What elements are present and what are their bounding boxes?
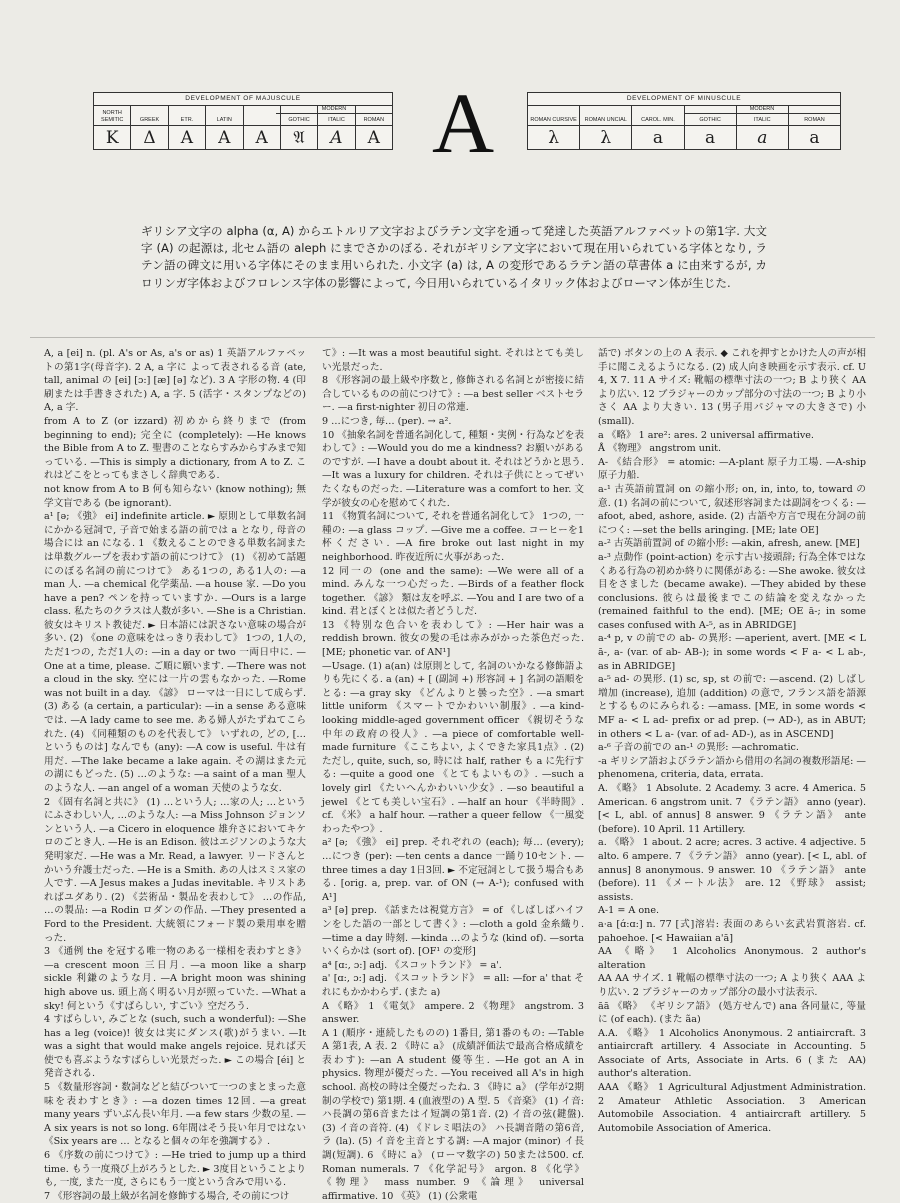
- entry-paragraph: not know from A to B 何も知らない (know nothing); 無学文盲である (be ignorant).: [44, 483, 306, 509]
- entry-paragraph: 3 《通例 the を冠する唯一物のある一様相を表わすとき》 —a crescent moon 三日月. —a moon like a sharp sickle 利鎌のような月. —A bright moon was shining high above us. 頭上高く明るい月が照っていた. —What a sky! 何という《すばらしい, すごい》空だろう.: [44, 946, 306, 1012]
- entry-paragraph: a-⁶ 子音の前での an-¹ の異形: —achromatic.: [598, 742, 799, 754]
- majuscule-table-title: DEVELOPMENT OF MAJUSCULE: [94, 93, 392, 106]
- majuscule-development-table: [93, 92, 393, 150]
- entry-paragraph: A-1 = A one.: [598, 905, 660, 917]
- entry-paragraph: a' [ɑ:, ɔ:] adj. 《スコットランド》 = all: —for a' that それにもかかわらず. (また a): [322, 973, 584, 998]
- majuscule-col-italic: ITALIC A: [318, 106, 355, 149]
- entry-column-3: [598, 347, 866, 1192]
- section-letter: A: [431, 75, 495, 171]
- entry-paragraph: a-¹ 古英語前置詞 on の縮小形; on, in, into, to, toward の意. (1) 名詞の前について, 叙述形容詞または副詞をつくる: —afoot, abed, ashore, aside. (2) 古語や方言で現在分詞の前につく: —set the bells aringing. [ME; late OE]: [598, 483, 866, 536]
- minuscule-development-table: [527, 92, 841, 150]
- entry-paragraph: a 《略》 1 are²: ares. 2 universal affirmative.: [598, 429, 814, 441]
- entry-paragraph: 8 《形容詞の最上級や序数と, 修飾される名詞とが密接に結合しているものの前につけて》: —a best seller ベストセラー. —a first-nighter 初日の常連.: [322, 375, 584, 414]
- majuscule-col-gothic: GOTHIC 𝔄: [281, 106, 318, 149]
- entry-paragraph: A. 《略》 1 Absolute. 2 Academy. 3 acre. 4 America. 5 American. 6 angstrom unit. 7 《ラテン語》 anno (year). [< L, abl. of annus] 8 answer. 9 《ラテン語》 ante (before). 10 April. 11 Artillery.: [598, 783, 866, 835]
- entry-paragraph: a³ [ə] prep. 《話または視覚方言》 = of 《しばしばハイフンをした語の一部として書く》: —cloth a gold 金糸織り. —time a day 時刻. —kinda …のような (kind of). —sorta いくらかは (sort of). [OF¹ の変形]: [322, 905, 584, 958]
- entry-paragraph: a-³ 点動作 (point-action) を示す古い接頭辞; 行為全体ではなくある行為の初めか終りに関係がある: —She awoke. 彼女は目をさました (became awake). —They abided by these conclusions. 彼らは最後までこの結論を変えなかった (remained faithful to the end). [ME; OE ā-; in some cases confused with A-⁵, as in ABRIDGE]: [598, 551, 866, 631]
- entry-paragraph: Å 《物理》 angstrom unit.: [598, 443, 722, 455]
- minuscule-col-italic: ITALIC a: [737, 106, 789, 149]
- letter-history-intro: ギリシア文字の alpha (α, A) からエトルリア文字およびラテン文字を通って発達した英語アルファベットの第1字. 大文字 (A) の起源は, 北セム語の aleph にまでさかのぼる. それがギリシア文字において現在用いられている字体となり, ラテン語の碑文に用いる字体にそのまま用いられた. 小文字 (a) は, A の変形であるラテン語の草書体 a に由来するが, カロリンガ字体およびフロレンス字体の影響によって, 今日用いられているイタリック体およびローマン体が生じた.: [141, 224, 767, 290]
- entry-paragraph: a¹ [ə; 《強》 ei] indefinite article. ► 原則として単数名詞にかかる冠詞で, 子音で始まる語の前では a となり, 母音の場合には an になる. 1 《数えることのできる単数名詞または単数グループを表わす語の前につけて》 (1) 《初めて話題にのぼる名詞の前につけて》 ある1つの, ある1人の: —a man 人. —a chemical 化学薬品. —a house 家. —Do you have a pen? ペンを持っていますか. —Ours is a large class. 私たちのクラスは人数が多い. —She is a Christian. 彼女はキリスト教徒だ. ► 日本語には訳さない意味の場合が多い. (2) 《one の意味をはっきり表わして》 1つの, 1人の, ただ1つの, ただ1人の: —in a day or two 一両日中に. —One at a time, please. ご順に願います. —There was not a cloud in the sky. 空には一片の雲もなかった. —Rome was not built in a day. 《諺》 ローマは一日にして成らず. (3) ある (a certain, a particular): —in a sense ある意味では. —A lady came to see me. ある婦人がたずねてこられた. (4) 《同種類のものを代表して》 いずれの, どの, [… というものは] なんでも (any): —A cow is useful. 牛は有用だ. —The lake became a lake again. その湖はまた元の湖にもどった. (5) …のような: —a saint of a man 聖人のような人. —an angel of a woman 天使のような女.: [44, 511, 306, 794]
- section-divider: [30, 337, 875, 338]
- entry-paragraph: AA 《略》 1 Alcoholics Anonymous. 2 author's alteration: [598, 946, 866, 971]
- entry-paragraph: 12 同一の (one and the same): —We were all of a mind. みんな一つ心だった. —Birds of a feather flock together. 《諺》 類は友を呼ぶ. —You and I are two of a kind. 君とぼくとは似た者どうしだ.: [322, 565, 584, 618]
- majuscule-col-etr: ETR. A: [169, 106, 206, 149]
- majuscule-col-greek: GREEK Δ: [131, 106, 168, 149]
- majuscule-col-roman: ROMAN A: [356, 106, 392, 149]
- majuscule-col-north-semitic: NORTH SEMITIC K: [94, 106, 131, 149]
- entry-paragraph: a² [ə; 《強》 ei] prep. それぞれの (each); 毎… (every); …につき (per): —ten cents a dance 一踊り10セント. —three times a day 1日3回. ► 不定冠詞として扱う場合もある. [orig. a, prep. var. of ON (→ A-¹); confused with A¹]: [322, 837, 584, 903]
- minuscule-col-roman-uncial: ROMAN UNCIAL λ: [580, 106, 632, 149]
- entry-paragraph: 話で) ボタンの上の A 表示. ◆ これを押すとかけた人の声が相手に聞こえるようになる. (2) 成人向き映画を示す表示. cf. U 4, X 7. 11 A サイズ: 靴幅の標準寸法の一つ; B より狭く AA より広い. 12 ブラジャーのカップ部分の寸法の一つ; B より小さく AA より大きい. 13 (男子用パジャマの大きさで) 小 (small).: [598, 348, 866, 427]
- entry-paragraph: 11 《物質名詞について, それを普通名詞化して》 1つの, 一種の: —a glass コップ. —Give me a coffee. コーヒーを1杯ください. —A fire broke out last night in my neighborhood. 昨夜近所に火事があった.: [322, 511, 584, 563]
- entry-paragraph: a-⁴ p, v の前での ab- の異形: —aperient, avert. [ME < L ā-, a- (var. of ab- AB-); in some words < F a- < L ab-, as in ABRIDGE]: [598, 633, 866, 672]
- entry-paragraph: āā 《略》 《ギリシア語》 (処方せんで) ana 各同量に, 等量に (of each). (また ãa): [598, 1000, 866, 1026]
- majuscule-col-latin-2: A: [244, 106, 281, 149]
- minuscule-col-gothic: GOTHIC a: [685, 106, 737, 149]
- entry-paragraph: AAA 《略》 1 Agricultural Adjustment Administration. 2 Amateur Athletic Association. 3 American Automobile Association. 4 antiaircraft artillery. 5 Automobile Association of America.: [598, 1082, 866, 1134]
- entry-paragraph: A 1 (順序・連続したものの) 1番目, 第1番のもの: —Table A 第1表, A 表. 2 《時に a》 (成績評価法で最高合格成績を表わす): —an A student 優等生. —He got an A in physics. 物理が優だった. —You received all A's in high school. 高校の時は全優だったね. 3 《時に a》 (学年が2期制の学校で) 第1期. 4 (血液型の) A 型. 5 《音楽》 (1) イ音: ハ長調の第6音またはイ短調の第1音. (2) イ音の弦(鍵盤). (3) イ音の音符. (4) 《ドレミ唱法の》 ハ長調音階の第6音, ラ (la). (5) イ音を主音とする調: —A major (minor) イ長調(短調). 6 《時に a》 (ローマ数字の) 50または500. cf. Roman numerals. 7 《化学記号》 argon. 8 《化学》 《物理》 mass number. 9 《論理》 universal affirmative. 10 《英》 (1) (公衆電: [322, 1027, 584, 1202]
- minuscule-col-roman-cursive: ROMAN CURSIVE λ: [528, 106, 580, 149]
- entry-paragraph: A- 《結合形》 = atomic: —A-plant 原子力工場. —A-ship 原子力船.: [598, 456, 866, 482]
- entry-paragraph: 4 すばらしい, みごとな (such, such a wonderful): —She has a leg (voice)! 彼女は実にダンス(歌)がうまい. —It was a sight that would make angels rejoice. 見れば天使でも喜ぶようなすばらしい光景だった. ► この場合 [éi] と発音される.: [44, 1014, 306, 1080]
- majuscule-col-latin: LATIN A: [206, 106, 243, 149]
- entry-paragraph: 10 《抽象名詞を普通名詞化して, 種類・実例・行為などを表わして》: —Would you do me a kindness? お願いがあるのですが. —I have a doubt about it. それはどうかと思う. —It was a luxury for children. それは子供にとってぜいたくなものだった. —Literature was a comfort to her. 文学が彼女の心を慰めてくれた.: [322, 429, 584, 509]
- minuscule-col-carol-min: CAROL. MIN. a: [632, 106, 684, 149]
- entry-paragraph: A.A. 《略》 1 Alcoholics Anonymous. 2 antiaircraft. 3 antiaircraft artillery. 4 Associate in Accounting. 5 Associate of Arts, Associate in Arts. 6 (また AA) author's alteration.: [598, 1027, 866, 1080]
- entry-paragraph: 2 《固有名詞と共に》 (1) …という人; …家の人; …というにふさわしい人, …のような人: —a Miss Johnson ジョンソンという人. —a Cicero in eloquence 雄弁さにおいてキケロのごとき人. —He is an Edison. 彼はエジソンのような大発明家だ. —He was a Mr. Read, a lawyer. リードさんとかいう弁護士だった. —He is a Smith. あの人はスミス家の人です. —A Jesus makes a Judas inevitable. キリストあればユダあり. (2) 《芸術品・製品を表わして》 …の作品, …の製品: —a Rodin ロダンの作品. —They presented a Ford to the President. 大統領にフォード製の乗用車を贈った.: [44, 796, 306, 944]
- minuscule-modern-label: MODERN: [684, 105, 840, 114]
- entry-paragraph: 13 《特別な色合いを表わして》: —Her hair was a reddish brown. 彼女の髪の毛は赤みがかった茶色だった. [ME; phonetic var. of AN¹]: [322, 619, 584, 659]
- entry-paragraph: a. 《略》 1 about. 2 acre; acres. 3 active. 4 adjective. 5 alto. 6 ampere. 7 《ラテン語》 anno (year). [< L, abl. of annus] 8 anonymous. 9 answer. 10 《ラテン語》 ante (before). 11 《メートル法》 are. 12 《野球》 assist; assists.: [598, 837, 866, 903]
- entry-paragraph: —Usage. (1) a(an) は原則として, 名詞のいかなる修飾語よりも先にくる. a (an) + [ (副詞 +) 形容詞 + ] 名詞の語順をとる: —a gray sky 《どんよりと曇った空》. —a smart little uniform 《スマートでかわいい制服》. —a kind-looking middle-aged government officer 《親切そうな中年の政府の役人》. —a piece of comfortable well-made furniture 《ここちよい, よくできた家具1点》. (2) ただし, quite, such, so, 時には half, rather も a に先行する: —quite a good one 《とてもよいもの》. —such a lovely girl 《たいへんかわいい少女》. —so beautiful a jewel 《とても美しい宝石》. —half an hour 《半時間》. cf. 《米》 a half hour. —rather a queer fellow 《一風変わったやつ》.: [322, 660, 584, 835]
- majuscule-modern-label: MODERN: [276, 105, 392, 114]
- entry-paragraph: a⁴ [ɑ:, ɔ:] adj. 《スコットランド》 = a'.: [322, 959, 502, 971]
- entry-paragraph: 6 《序数の前につけて》: —He tried to jump up a third time. もう一度飛び上がろうとした. ► 3度目ということよりも, 一度, また一度, さらにもう一度という含みで用いる.: [44, 1150, 306, 1189]
- entry-paragraph: 9 …につき, 毎… (per). → a².: [322, 415, 452, 427]
- entry-paragraph: a-⁵ ad- の異形. (1) sc, sp, st の前で: —ascend. (2) しばし増加 (increase), 追加 (addition) の意で, フランス語を語源とするものにみられる: —amass. [ME, in some words < MF a- < L ad- prefix or ad prep. (→ AD-), as in ABUT; in others < L a- (var. of ad- AD-), as in ASCEND]: [598, 674, 866, 740]
- entry-paragraph: -a ギリシア語およびラテン語から借用の名詞の複数形語尾: —phenomena, criteria, data, errata.: [598, 755, 866, 781]
- entry-paragraph: て》: —It was a most beautiful sight. それはとても美しい光景だった.: [322, 348, 584, 373]
- entry-paragraph: 7 《形容詞の最上級が名詞を修飾する場合, その前につけ: [44, 1190, 290, 1202]
- entry-paragraph: a·a [ɑ́:ɑ:] n. 77 [式]溶岩: 表面のあらい玄武岩質溶岩. cf. pahoehoe. [< Hawaiian a'ā]: [598, 918, 866, 944]
- entry-paragraph: from A to Z (or izzard) 初めから終りまで (from beginning to end); 完全に (completely): —He knows the Bible from A to Z. 聖書のことならすみからすみまで知っている. —This is simply a dictionary, from A to Z. これはどこをとってもまさしく辞典である.: [44, 415, 306, 482]
- entry-paragraph: 5 《数量形容詞・数詞などと結びついて一つのまとまった意味を表わすとき》: —a dozen times 12回. —a great many years ずいぶん長い年月. —a few stars 少数の星. —A six years is not so long. 6年間はそう長い年月ではない《Six years are … となると個々の年を強調する》.: [44, 1082, 306, 1148]
- entry-column-2: [322, 347, 584, 1202]
- entry-paragraph: AA AA サイズ. 1 靴幅の標準寸法の一つ; A より狭く AAA より広い. 2 ブラジャーのカップ部分の最小寸法表示.: [598, 973, 866, 998]
- entry-column-1: [44, 347, 306, 1202]
- entry-paragraph: A, a [ei] n. (pl. A's or As, a's or as) 1 英語アルファベットの第1字(母音字). 2 A, a 字に よって表されるる音 (ate, tall, animal の [ei] [ɔ:] [æ] [ə] など). 3 A 字形の物. 4 (印刷または手書きされた) A, a 字. 5 (活字・スタンプなどの) A, a 字.: [44, 348, 306, 414]
- entry-paragraph: a-² 古英語前置詞 of の縮小形: —akin, afresh, anew. [ME]: [598, 538, 860, 550]
- minuscule-col-roman: ROMAN a: [789, 106, 840, 149]
- entry-paragraph: A 《略》 1 《電気》 ampere. 2 《物理》 angstrom. 3 answer.: [322, 1000, 584, 1026]
- minuscule-table-title: DEVELOPMENT OF MINUSCULE: [528, 93, 840, 106]
